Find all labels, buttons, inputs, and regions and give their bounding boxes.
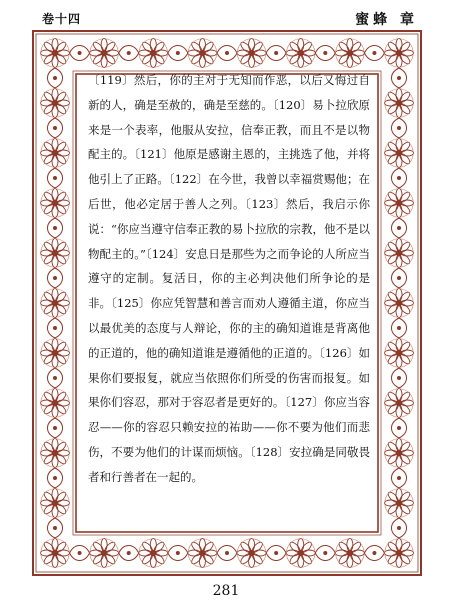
page-body — [88, 68, 370, 490]
chapter-title: 蜜蜂 章 — [355, 12, 418, 28]
verse-text: 〔119〕然后，你的主对于无知而作恶，以后又悔过自新的人，确是至赦的，确是至慈的。〔120〕易卜拉欣原来是一个表率，他服从安拉，信奉正教，而且不是以物配主的。〔121〕他原是感谢主恩的，主挑选了他，并将他引上了正路。〔122〕在今世，我曾以幸福赏赐他；在后世，他必定居于善人之列。〔123〕然后，我启示你说：“你应当遵守信奉正教的易卜拉欣的宗教，他不是以物配主的。”〔124〕安息日是那些为之而争论的人所应当遵守的定制。复活日，你的主必判决他们所争论的是非。〔125〕你应凭智慧和善言而劝人遵循主道，你应当以最优美的态度与人辩论，你的主的确知道谁是背离他的正道的，他的确知道谁是遵循他的正道的。〔126〕如果你们要报复，就应当依照你们所受的伤害而报复。如果你们容忍，那对于容忍者是更好的。〔127〕你应当容忍——你的容忍只赖安拉的祐助——你不要为他们而悲伤，不要为他们的计谋而烦恼。〔128〕安拉确是同敬畏者和行善者在一起的。 — [88, 73, 370, 484]
chapter-volume: 卷十四 — [42, 12, 82, 26]
page-number: 281 — [212, 583, 240, 599]
